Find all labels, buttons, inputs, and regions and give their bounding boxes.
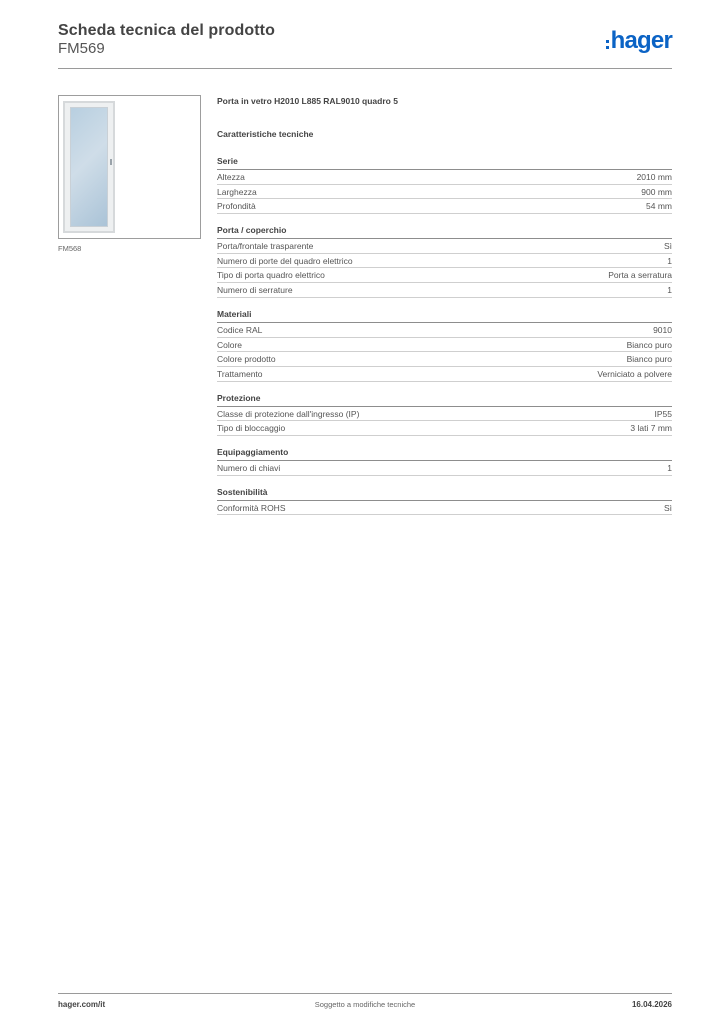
specs-heading: Caratteristiche tecniche (217, 129, 314, 139)
spec-row (217, 421, 672, 436)
spec-groups (217, 155, 672, 515)
spec-row (217, 239, 672, 254)
spec-label: Tipo di bloccaggio (217, 423, 286, 434)
spec-group (217, 155, 672, 214)
spec-value: 900 mm (641, 186, 672, 197)
spec-label: Codice RAL (217, 324, 263, 335)
spec-label: Numero di chiavi (217, 462, 281, 473)
spec-value: Porta a serratura (608, 270, 672, 281)
spec-row (217, 268, 672, 283)
group-title: Materiali (217, 308, 672, 323)
spec-label: Trattamento (217, 368, 263, 379)
footer-notice: Soggetto a modifiche tecniche (314, 1000, 416, 1009)
spec-label: Profondità (217, 201, 256, 212)
spec-value: 3 lati 7 mm (630, 423, 672, 434)
spec-value: IP55 (654, 408, 672, 419)
spec-group (217, 224, 672, 298)
group-title: Sostenibilità (217, 486, 672, 501)
logo-text: hager (610, 27, 672, 54)
logo-dots-icon (606, 40, 609, 49)
spec-label: Classe di protezione dall'ingresso (IP) (217, 408, 360, 419)
footer-website: hager.com/it (58, 1000, 106, 1009)
spec-group (217, 486, 672, 516)
spec-row (217, 254, 672, 269)
product-code: FM569 (58, 40, 105, 57)
product-description: Porta in vetro H2010 L885 RAL9010 quadro 5 (217, 96, 398, 106)
spec-row (217, 407, 672, 422)
spec-label: Colore (217, 339, 243, 350)
spec-group (217, 392, 672, 436)
spec-group (217, 446, 672, 476)
image-caption: FM568 (58, 244, 82, 253)
page-header (58, 22, 672, 69)
spec-value: Verniciato a polvere (597, 368, 672, 379)
spec-row (217, 501, 672, 516)
spec-value: Bianco puro (626, 339, 672, 350)
spec-sheet (217, 96, 672, 525)
page-footer (58, 993, 672, 1013)
spec-label: Larghezza (217, 186, 257, 197)
spec-value: 1 (667, 255, 672, 266)
spec-value: 9010 (653, 324, 672, 335)
spec-row (217, 338, 672, 353)
spec-label: Conformità ROHS (217, 502, 286, 513)
spec-value: 54 mm (646, 201, 672, 212)
spec-group (217, 308, 672, 382)
spec-value: 1 (667, 462, 672, 473)
spec-value: Sì (663, 241, 672, 252)
spec-row (217, 283, 672, 298)
group-title: Equipaggiamento (217, 446, 672, 461)
spec-label: Numero di serrature (217, 285, 293, 296)
spec-row (217, 199, 672, 214)
spec-label: Altezza (217, 172, 245, 182)
spec-row (217, 170, 672, 185)
spec-value: 2010 mm (636, 172, 672, 182)
spec-row (217, 367, 672, 382)
spec-row (217, 461, 672, 476)
group-title: Porta / coperchio (217, 224, 672, 239)
group-title: Protezione (217, 392, 672, 407)
group-title: Serie (217, 155, 672, 170)
spec-label: Numero di porte del quadro elettrico (217, 255, 353, 266)
spec-value: 1 (667, 285, 672, 296)
footer-date: 16.04.2026 (631, 1000, 672, 1009)
spec-value: Sì (663, 502, 672, 513)
spec-label: Tipo di porta quadro elettrico (217, 270, 325, 281)
document-title: Scheda tecnica del prodotto (58, 22, 275, 39)
hager-logo (606, 26, 672, 56)
spec-row (217, 185, 672, 200)
spec-row (217, 323, 672, 338)
spec-label: Colore prodotto (217, 354, 276, 365)
spec-value: Bianco puro (626, 354, 672, 365)
product-image (58, 95, 201, 239)
spec-row (217, 352, 672, 367)
glass-door-image (63, 101, 115, 233)
spec-label: Porta/frontale trasparente (217, 241, 314, 252)
